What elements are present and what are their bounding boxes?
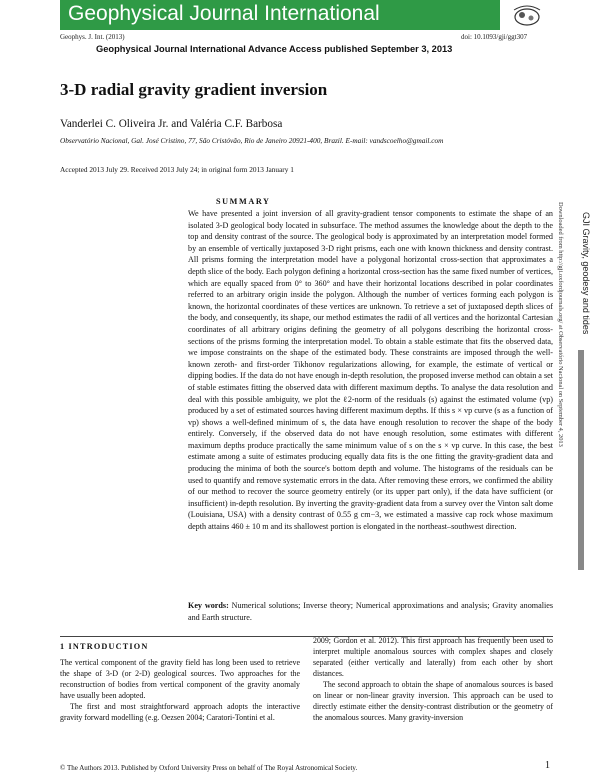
copyright-footer: © The Authors 2013. Published by Oxford University Press on behalf of The Royal Astronomical Society. bbox=[60, 764, 358, 772]
affiliation: Observatório Nacional, Gal. José Cristino, 77, São Cristóvão, Rio de Janeiro 20921-400, Brazil. E-mail: vandscoelho@gmail.com bbox=[60, 136, 444, 145]
journal-section-tag-text: GJI Gravity, geodesy and tides bbox=[581, 212, 591, 335]
body-column-left bbox=[60, 657, 300, 723]
doi[interactable]: doi: 10.1093/gji/ggt307 bbox=[461, 33, 528, 41]
download-note bbox=[550, 200, 564, 580]
paper-title: 3-D radial gravity gradient inversion bbox=[60, 80, 328, 99]
keywords-label: Key words: bbox=[188, 601, 229, 610]
citation: Geophys. J. Int. (2013) bbox=[60, 33, 125, 41]
paper-authors: Vanderlei C. Oliveira Jr. and Valéria C.F. Barbosa bbox=[60, 118, 283, 130]
section-tag-bar bbox=[578, 350, 584, 570]
journal-name: Geophysical Journal International bbox=[68, 2, 380, 25]
journal-section-tag bbox=[573, 210, 591, 346]
received-dates: Accepted 2013 July 29. Received 2013 July 24; in original form 2013 January 1 bbox=[60, 165, 294, 174]
keywords-text: Numerical solutions; Inverse theory; Numerical approximations and analysis; Gravity anomalies and Earth structure. bbox=[188, 601, 553, 622]
summary-text: We have presented a joint inversion of all gravity-gradient tensor components to estimate the shape of an isolated 3-D geological body located in subsurface. The method assumes the knowledge about the depth to the top and density contrast of the source. The geological body is approximated by an interpretation model formed by an ensemble of vertically juxtaposed 3-D right prisms, each one with known thickness and density contrast. All prisms forming the interpretation model have a polygonal horizontal cross-section that approximates a depth slice of the body. Each polygon defining a horizontal cross-section has the same fixed number of vertices, which are equally spaced from 0° to 360° and have their horizontal locations described in polar coordinates referred to an arbitrary origin inside the polygon. Although the number of vertices forming each polygon is known, the horizontal coordinates of these vertices are unknown. To retrieve a set of juxtaposed depth slices of the body, and consequently, its shape, our method estimates the radii of all vertices and the horizontal Cartesian coordinates of all arbitrary origins defining the geometry of all polygons describing the horizontal cross-sections of the prisms forming the interpretation model. To obtain a stable estimate that fits the observed data, we impose constraints on the shape of the estimated body. These constraints are imposed through the well-known zeroth- and first-order Tikhonov regularizations allowing, for example, the estimate of vertical or dipping bodies. If the data do not have enough in-depth resolution, the proposed inverse method can obtain a set of stable estimates fitting the observed data with different maximum depths. To analyse the data resolution and deal with this possible ambiguity, we plot the ℓ2-norm of the residuals (s) against the estimated volume (vp) produced by a set of estimated sources having different maximum depths. If this s × vp curve (s as a function of vp) shows a well-defined minimum of s, the data have enough resolution to recover the shape of the body entirely. Conversely, if the observed data do not have enough resolution, some estimates with different maximum depths produce practically the same minimum value of s on the s × vp curve. In this case, the best estimate among a suite of estimates producing equally data fits is the one fitting the gravity-gradient data and producing the minima of both the source's bottom depth and volume. The histograms of the residuals can be used to quantify and remove systematic errors in the data. After removing these errors, we confirmed the ability of our method to recover the source geometry entirely (or its upper part only), if the data have sufficient (or insufficient) in-depth resolution. By inverting the gravity-gradient data from a survey over the Vinton salt dome (Louisiana, USA) with a density contrast of 0.55 g cm−3, we estimated a massive cap rock whose maximum depth attains 460 ± 10 m and its shallowest portion is elongated in the northeast–southwest direction. bbox=[188, 209, 553, 532]
page-number: 1 bbox=[545, 760, 550, 771]
paragraph: The vertical component of the gravity field has long been used to retrieve the shape of 3-D (or 2-D) geological sources. Two approaches for the reconstruction of bodies from vertical component of the gravity anomaly have usually been adopted. bbox=[60, 658, 300, 700]
advance-access-notice: Geophysical Journal International Advance Access published September 3, 2013 bbox=[96, 44, 453, 54]
paragraph: 2009; Gordon et al. 2012). This first approach has frequently been used to interpret multiple anomalous sources with complex shapes and closely separated (either vertically and laterally) from each other by short distances. bbox=[313, 636, 553, 678]
section-heading-introduction: 1 INTRODUCTION bbox=[60, 642, 149, 651]
journal-logo-icon bbox=[510, 4, 544, 28]
paragraph: The first and most straightforward approach adopts the interactive gravity forward modelling (e.g. Oezsen 2004; Caratori-Tontini et al. bbox=[60, 702, 300, 722]
download-note-text: Downloaded from http://gji.oxfordjournals.org/ at Observatório Nacional on September 4, 2013 bbox=[557, 202, 564, 447]
keywords bbox=[188, 600, 553, 623]
paragraph: The second approach to obtain the shape of anomalous sources is based on linear or non-linear gravity inversion. This approach can be used to directly estimate either the density-contrast distribution or the geometry of the anomalous sources. Many gravity-inversion bbox=[313, 680, 553, 722]
summary-heading: SUMMARY bbox=[216, 197, 271, 206]
body-column-right bbox=[313, 635, 553, 723]
